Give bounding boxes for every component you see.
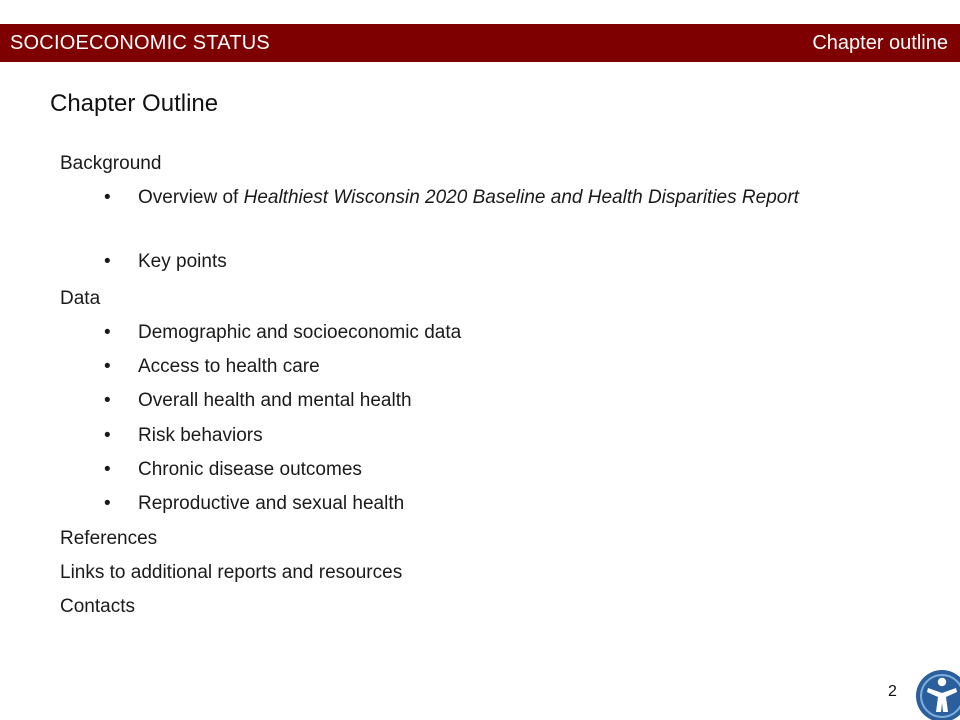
outline-subitem-chronic — [104, 458, 896, 482]
bullet-icon: • — [104, 459, 111, 480]
header-page-label: Chapter outline — [812, 31, 948, 54]
outline-subitem-label: Overview of Healthiest Wisconsin 2020 Baseline and Health Disparities Report — [138, 187, 799, 208]
page-number: 2 — [888, 683, 897, 700]
bullet-icon: • — [104, 356, 111, 377]
outline-subitem-label: Access to health care — [138, 356, 320, 377]
outline-subitem-label: Chronic disease outcomes — [138, 459, 362, 480]
slide-title: Chapter Outline — [50, 90, 219, 117]
bullet-icon: • — [104, 322, 111, 343]
outline-item-data: Data — [60, 288, 101, 309]
outline-item-references: References — [60, 528, 158, 549]
outline-subitem-label: Overall health and mental health — [138, 390, 412, 411]
header-section-label: SOCIOECONOMIC STATUS — [10, 31, 270, 54]
outline-subitem-demographic — [104, 321, 896, 345]
bullet-icon: • — [104, 493, 111, 514]
header-bar — [0, 24, 960, 62]
report-title: Healthiest Wisconsin 2020 Baseline and Health Disparities Report — [243, 187, 799, 208]
bullet-icon: • — [104, 187, 111, 208]
bullet-icon: • — [104, 251, 111, 272]
outline-item-contacts: Contacts — [60, 596, 135, 617]
outline-subitem-label: Reproductive and sexual health — [138, 493, 405, 514]
outline-subitem-access — [104, 355, 896, 379]
bullet-icon: • — [104, 390, 111, 411]
outline-subitem-reproductive — [104, 492, 896, 516]
outline-subitem-overview — [104, 186, 896, 210]
outline-subitem-key-points — [104, 250, 896, 274]
outline-subitem-risk — [104, 424, 896, 448]
outline-subitem-label: Key points — [138, 251, 227, 272]
outline-item-background: Background — [60, 153, 162, 174]
outline-item-links: Links to additional reports and resources — [60, 562, 403, 583]
outline-subitem-overall-health — [104, 389, 896, 413]
bullet-icon: • — [104, 425, 111, 446]
health-figure-logo-icon — [912, 668, 960, 720]
outline-subitem-label: Demographic and socioeconomic data — [138, 322, 462, 343]
outline-subitem-label: Risk behaviors — [138, 425, 263, 446]
